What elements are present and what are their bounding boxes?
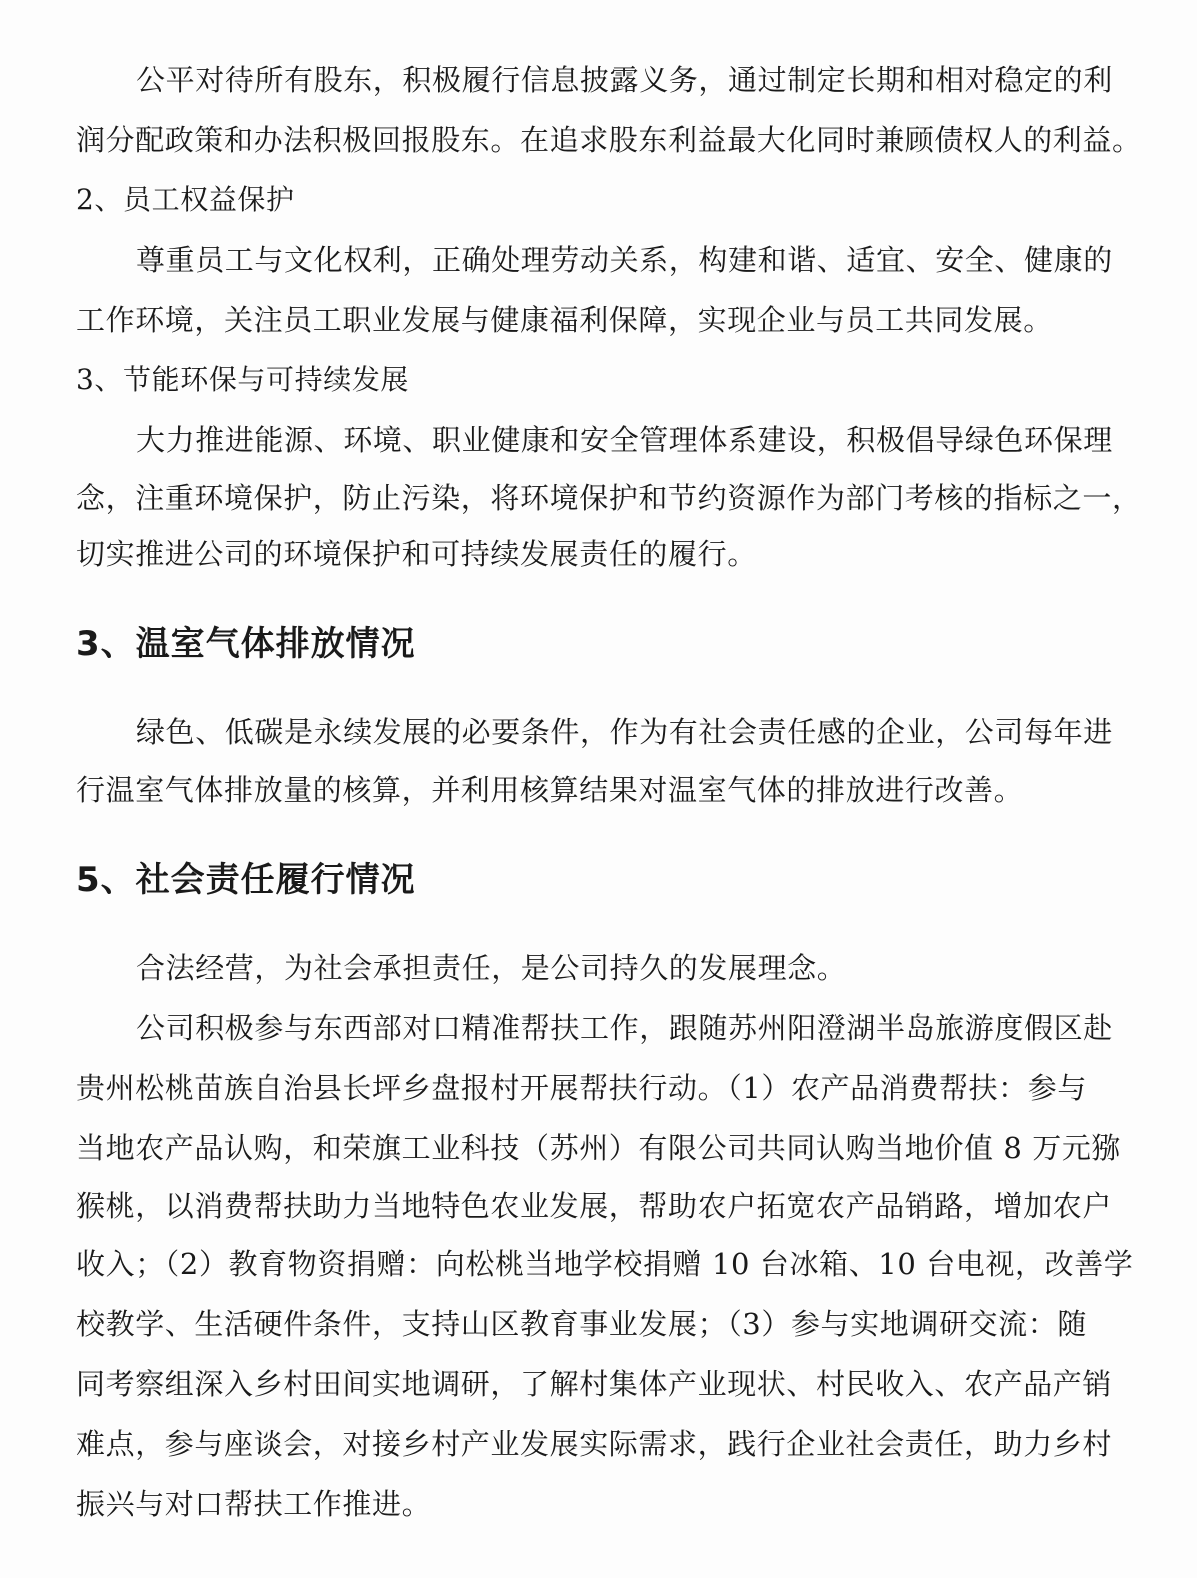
ghg-line-2: 行温室气体排放量的核算，并利用核算结果对温室气体的排放进行改善。 [76, 773, 1024, 807]
environment-line-1: 大力推进能源、环境、职业健康和安全管理体系建设，积极倡导绿色环保理 [136, 423, 1113, 457]
employee-line-2: 工作环境，关注员工职业发展与健康福利保障，实现企业与员工共同发展。 [76, 303, 1053, 337]
environment-line-2: 念，注重环境保护，防止污染，将环境保护和节约资源作为部门考核的指标之一， [76, 481, 1142, 515]
intro-line-1: 公平对待所有股东，积极履行信息披露义务，通过制定长期和相对稳定的利 [136, 63, 1113, 97]
employee-line-1: 尊重员工与文化权利，正确处理劳动关系，构建和谐、适宜、安全、健康的 [136, 243, 1113, 277]
social-line-1: 公司积极参与东西部对口精准帮扶工作，跟随苏州阳澄湖半岛旅游度假区赴 [136, 1011, 1113, 1045]
environment-line-3: 切实推进公司的环境保护和可持续发展责任的履行。 [76, 537, 757, 571]
environment-title: 3、节能环保与可持续发展 [76, 363, 410, 396]
social-line-8: 难点，参与座谈会，对接乡村产业发展实际需求，践行企业社会责任，助力乡村 [76, 1427, 1113, 1461]
social-line-3: 当地农产品认购，和荣旗工业科技（苏州）有限公司共同认购当地价值 8 万元猕 [76, 1131, 1122, 1165]
social-heading: 5、社会责任履行情况 [76, 860, 416, 900]
social-line-4: 猴桃，以消费帮扶助力当地特色农业发展，帮助农户拓宽农产品销路，增加农户 [76, 1189, 1113, 1223]
employee-title: 2、员工权益保护 [76, 183, 295, 216]
social-para-1: 合法经营，为社会承担责任，是公司持久的发展理念。 [136, 951, 847, 985]
social-line-7: 同考察组深入乡村田间实地调研，了解村集体产业现状、村民收入、农产品产销 [76, 1367, 1113, 1401]
social-line-9: 振兴与对口帮扶工作推进。 [76, 1487, 432, 1521]
social-line-2: 贵州松桃苗族自治县长坪乡盘报村开展帮扶行动。（1）农产品消费帮扶：参与 [76, 1071, 1087, 1105]
ghg-line-1: 绿色、低碳是永续发展的必要条件，作为有社会责任感的企业，公司每年进 [136, 715, 1113, 749]
intro-line-2: 润分配政策和办法积极回报股东。在追求股东利益最大化同时兼顾债权人的利益。 [76, 123, 1142, 157]
social-line-5: 收入；（2）教育物资捐赠：向松桃当地学校捐赠 10 台冰箱、10 台电视，改善学 [76, 1247, 1134, 1281]
social-line-6: 校教学、生活硬件条件，支持山区教育事业发展；（3）参与实地调研交流：随 [76, 1307, 1087, 1341]
ghg-heading: 3、温室气体排放情况 [76, 624, 416, 664]
